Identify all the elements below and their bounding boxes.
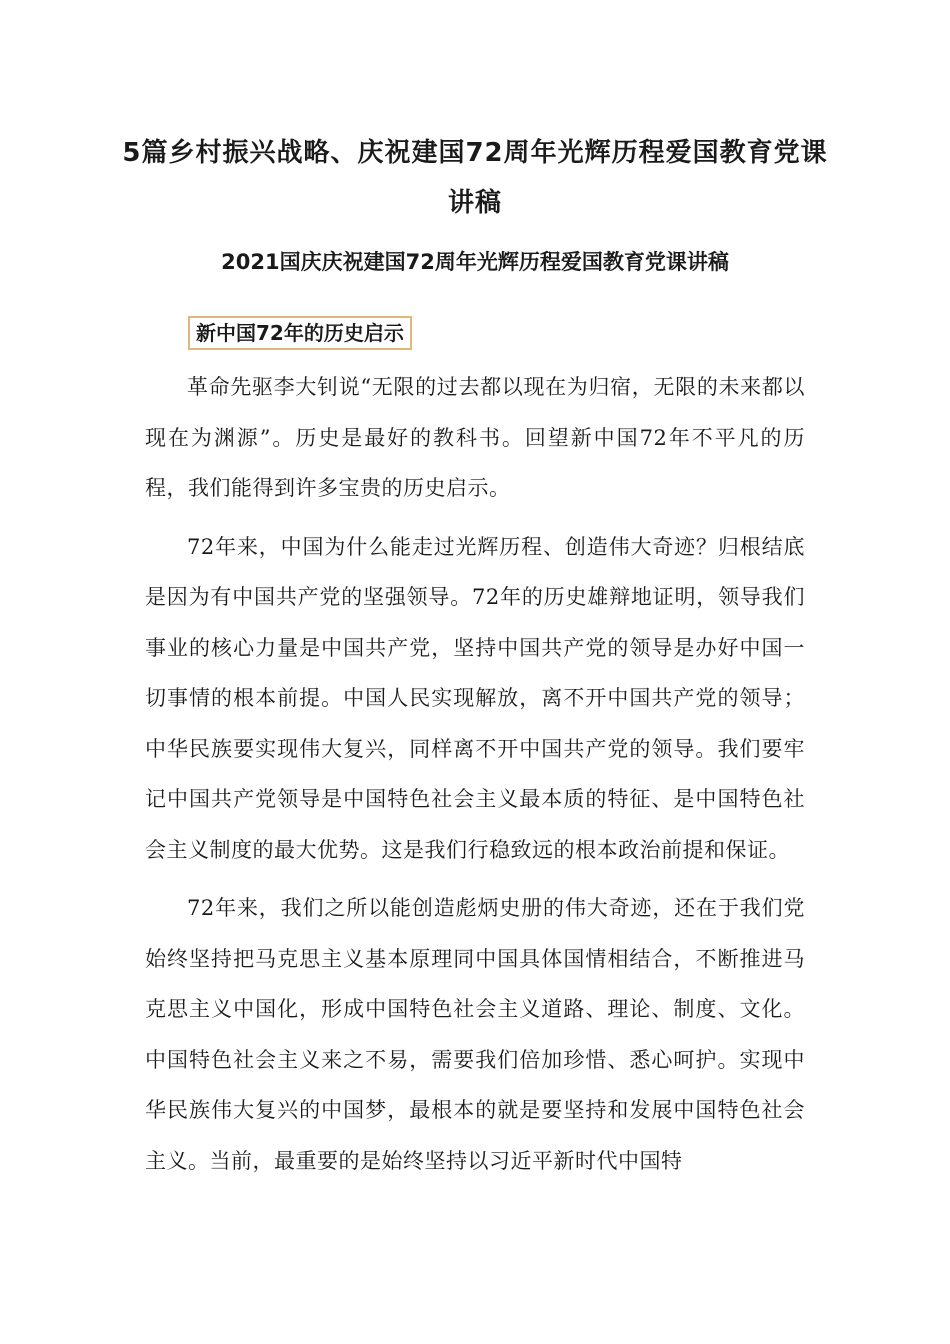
paragraph: 72年来，我们之所以能创造彪炳史册的伟大奇迹，还在于我们党始终坚持把马克思主义基本原理同中国具体国情相结合，不断推进马克思主义中国化，形成中国特色社会主义道路、理论、制度、文化。中国特色社会主义来之不易，需要我们倍加珍惜、悉心呵护。实现中华民族伟大复兴的中国梦，最根本的就是要坚持和发展中国特色社会主义。当前，最重要的是始终坚持以习近平新时代中国特 [145,896,805,1173]
document-subtitle: 2021国庆庆祝建国72周年光辉历程爱国教育党课讲稿 [221,250,729,274]
document-title: 5篇乡村振兴战略、庆祝建国72周年光辉历程爱国教育党课讲稿 [122,138,828,218]
section-heading: 新中国72年的历史启示 [188,316,412,350]
paragraph: 革命先驱李大钊说“无限的过去都以现在为归宿，无限的未来都以现在为渊源”。历史是最好的教科书。回望新中国72年不平凡的历程，我们能得到许多宝贵的历史启示。 [145,375,805,500]
body-text [145,362,805,1194]
paragraph: 72年来，中国为什么能走过光辉历程、创造伟大奇迹？归根结底是因为有中国共产党的坚强领导。72年的历史雄辩地证明，领导我们事业的核心力量是中国共产党，坚持中国共产党的领导是办好中国一切事情的根本前提。中国人民实现解放，离不开中国共产党的领导；中华民族要实现伟大复兴，同样离不开中国共产党的领导。我们要牢记中国共产党领导是中国特色社会主义最本质的特征、是中国特色社会主义制度的最大优势。这是我们行稳致远的根本政治前提和保证。 [145,534,805,862]
